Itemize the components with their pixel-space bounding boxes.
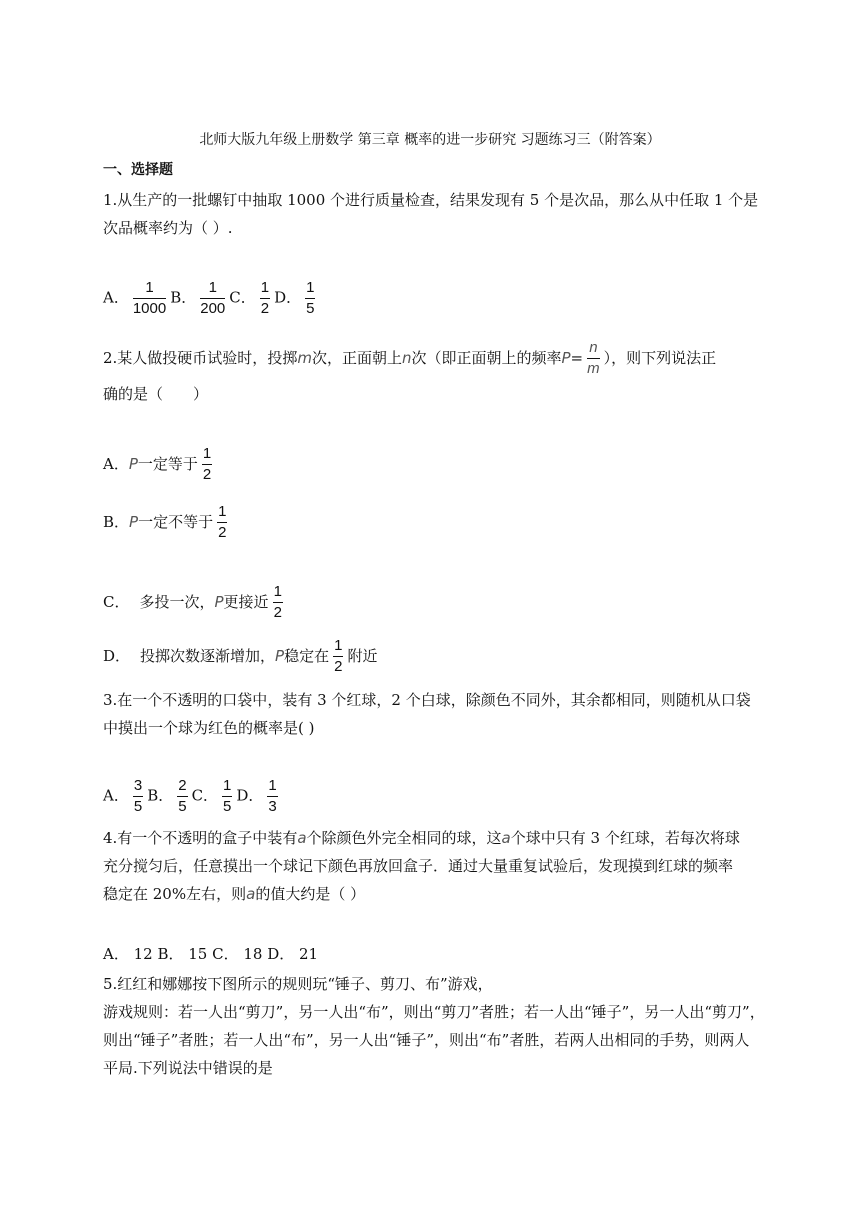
q1-option-c[interactable]: C． $\frac{1}{2}$ xyxy=(229,278,270,317)
q2-text-line1: 2.某人做投硬币试验时，投掷 m 次，正面朝上 n 次（即正面朝上的频率 P = $\frac{n}{m}$ ），则下列说法正 xyxy=(103,338,717,377)
q5-text-line4: 平局.下列说法中错误的是 xyxy=(103,1059,273,1077)
q1-option-d[interactable]: D． $\frac{1}{5}$ xyxy=(274,278,315,317)
q2-text-line2: 确的是（ ） xyxy=(103,385,209,403)
q2-option-a[interactable]: A． P 一定等于 $\frac{1}{2}$ xyxy=(103,444,212,483)
q3-option-a[interactable]: A． $\frac{3}{5}$ xyxy=(103,776,143,815)
q3-text-line1: 3.在一个不透明的口袋中，装有 3 个红球，2 个白球，除颜色不同外，其余都相同，则随机从口袋 xyxy=(103,691,751,709)
q3-option-d[interactable]: D． $\frac{1}{3}$ xyxy=(236,776,277,815)
q4-text-line2: 充分搅匀后，任意摸出一个球记下颜色再放回盒子．通过大量重复试验后，发现摸到红球的频率 xyxy=(103,857,734,875)
q1-option-b[interactable]: B． $\frac{1}{200}$ xyxy=(170,278,226,317)
q1-options xyxy=(103,278,319,318)
q4-text-line1: 4.有一个不透明的盒子中装有a个除颜色外完全相同的球，这a个球中只有 3 个红球，若每次将球 xyxy=(103,829,740,847)
q1-text-line2: 次品概率约为（ ）. xyxy=(103,219,233,237)
section-heading: 一、选择题 xyxy=(103,162,173,178)
q5-text-line2: 游戏规则：若一人出“剪刀”，另一人出“布”，则出“剪刀”者胜；若一人出“锤子”，另一人出“剪刀”， xyxy=(103,1003,765,1021)
q2-option-b[interactable]: B． P 一定不等于 $\frac{1}{2}$ xyxy=(103,502,227,541)
q5-text-line1: 5.红红和娜娜按下图所示的规则玩“锤子、剪刀、布”游戏， xyxy=(103,975,493,993)
q1-text-line1: 1.从生产的一批螺钉中抽取 1000 个进行质量检查，结果发现有 5 个是次品，那么从中任取 1 个是 xyxy=(103,191,759,209)
q1-option-a[interactable]: A． $\frac{1}{1000}$ xyxy=(103,278,167,317)
q4-options[interactable]: A． 12 B． 15 C． 18 D． 21 xyxy=(103,945,319,963)
q2-option-c[interactable]: C． 多投一次， P 更接近 $\frac{1}{2}$ xyxy=(103,582,282,621)
q3-option-c[interactable]: C． $\frac{1}{5}$ xyxy=(191,776,232,815)
q5-text-line3: 则出“锤子”者胜；若一人出“布”，另一人出“锤子”，则出“布”者胜，若两人出相同的手势，则两人 xyxy=(103,1031,750,1049)
q3-text-line2: 中摸出一个球为红色的概率是( ) xyxy=(103,719,315,737)
page-title: 北师大版九年级上册数学 第三章 概率的进一步研究 习题练习三（附答案） xyxy=(199,132,661,148)
q3-option-b[interactable]: B． $\frac{2}{5}$ xyxy=(147,776,187,815)
q3-options xyxy=(103,776,282,816)
q2-option-d[interactable]: D． 投掷次数逐渐增加， P 稳定在 $\frac{1}{2}$ 附近 xyxy=(103,636,378,675)
q4-text-line3: 稳定在 20%左右，则a的值大约是（ ） xyxy=(103,885,366,903)
